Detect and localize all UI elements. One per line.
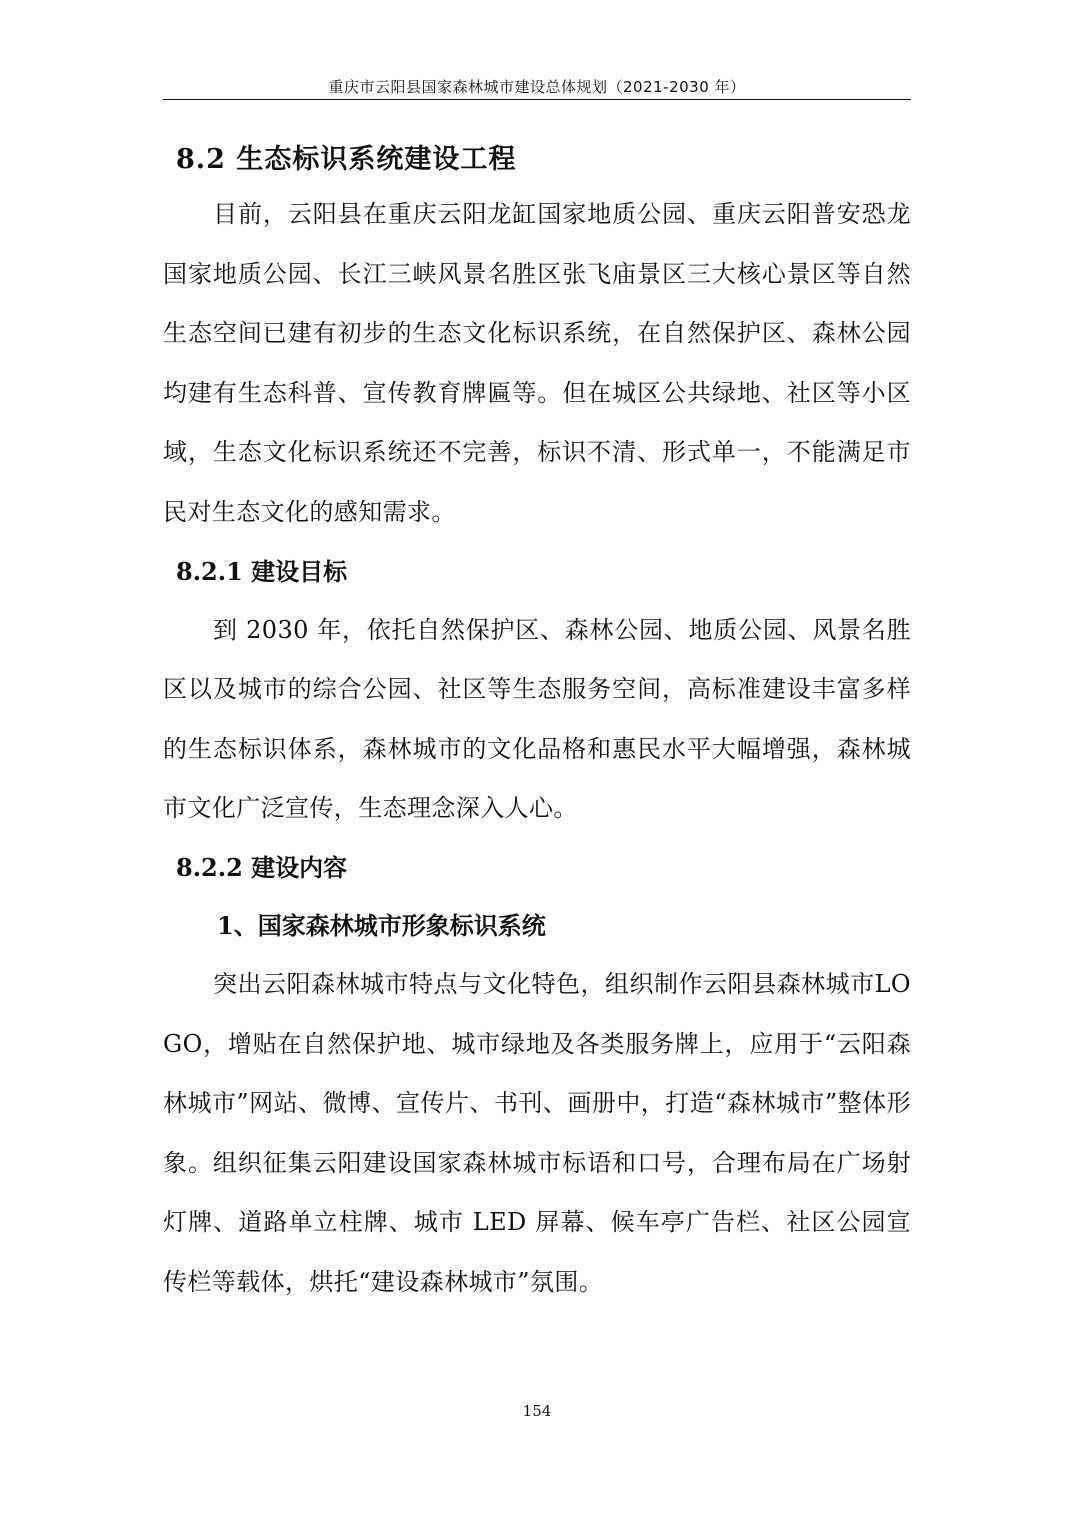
- section-heading: 8.2 生态标识系统建设工程: [176, 144, 517, 175]
- running-header: 重庆市云阳县国家森林城市建设总体规划（2021-2030 年）: [328, 78, 746, 96]
- section-intro-paragraph: 目前，云阳县在重庆云阳龙缸国家地质公园、重庆云阳普安恐龙国家地质公园、长江三峡风景名胜区张飞庙景区三大核心景区等自然生态空间已建有初步的生态文化标识系统，在自然保护区、森林公园均建有生态科普、宣传教育牌匾等。但在城区公共绿地、社区等小区域，生态文化标识系统还不完善，标识不清、形式单一，不能满足市民对生态文化的感知需求。: [163, 200, 911, 526]
- subsection-heading-goals: 8.2.1 建设目标: [176, 556, 348, 586]
- page-number: 154: [522, 1402, 552, 1420]
- image-identity-paragraph: 突出云阳森林城市特点与文化特色，组织制作云阳县森林城市LOGO，增贴在自然保护地、城市绿地及各类服务牌上，应用于“云阳森林城市”网站、微博、宣传片、书刊、画册中，打造“森林城市”整体形象。组织征集云阳建设国家森林城市标语和口号，合理布局在广场射灯牌、道路单立柱牌、城市 LED 屏幕、候车亭广告栏、社区公园宣传栏等载体，烘托“建设森林城市”氛围。: [163, 969, 911, 1296]
- subsection-heading-content: 8.2.2 建设内容: [176, 852, 348, 882]
- item-heading-image-identity: 1、国家森林城市形象标识系统: [217, 910, 546, 940]
- goals-paragraph: 到 2030 年，依托自然保护区、森林公园、地质公园、风景名胜区以及城市的综合公园、社区等生态服务空间，高标准建设丰富多样的生态标识体系，森林城市的文化品格和惠民水平大幅增强，森林城市文化广泛宣传，生态理念深入人心。: [163, 615, 911, 823]
- header-rule: [163, 99, 911, 100]
- document-body: [163, 135, 911, 1313]
